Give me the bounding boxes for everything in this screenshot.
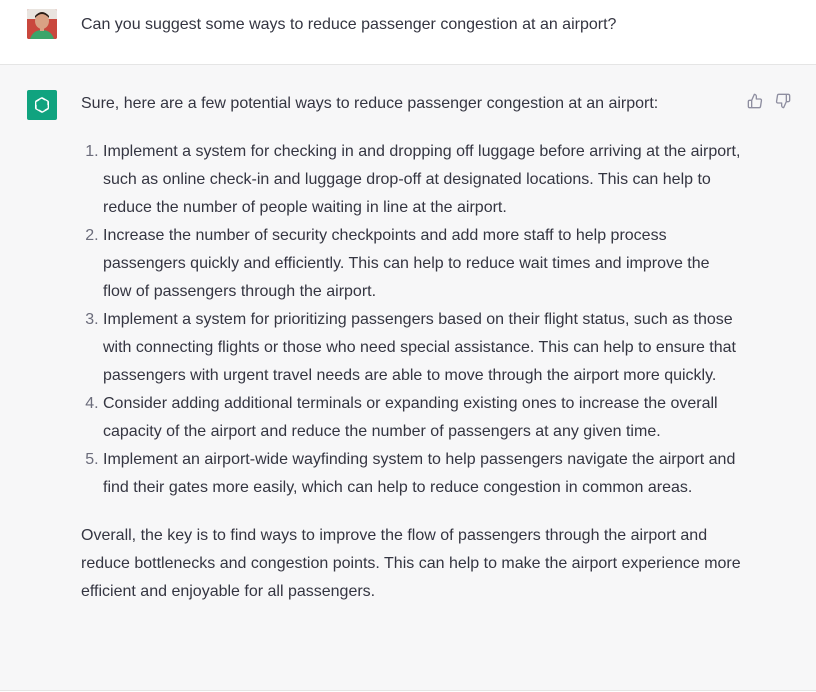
- assistant-conclusion: Overall, the key is to find ways to improve the flow of passengers through the airport and reduce bottlenecks and congestion points. This can help to make the airport experience more efficient and enjoyable for all passengers.: [81, 527, 741, 600]
- list-item: 3. Implement a system for prioritizing passengers based on their flight status, such as those with connecting flights or those who need special assistance. This can help to ensure that passengers with urgent travel needs are able to move through the airport more quickly.: [103, 306, 741, 390]
- assistant-message-row: [0, 65, 816, 691]
- list-item: 2. Increase the number of security checkpoints and add more staff to help process passengers quickly and efficiently. This can help to reduce wait times and improve the flow of passengers through the airport.: [103, 222, 741, 306]
- openai-logo-icon: [27, 90, 57, 120]
- thumbs-up-icon: [747, 93, 763, 109]
- thumbs-down-button[interactable]: [774, 92, 792, 110]
- feedback-buttons: [746, 92, 792, 110]
- user-avatar: [27, 9, 57, 39]
- list-item: 1. Implement a system for checking in and dropping off luggage before arriving at the airport, such as online check-in and luggage drop-off at designated locations. This can help to reduce the number of people waiting in line at the airport.: [103, 138, 741, 222]
- assistant-intro: Sure, here are a few potential ways to reduce passenger congestion at an airport:: [81, 95, 659, 112]
- assistant-message-content: [81, 90, 741, 606]
- user-message-text: Can you suggest some ways to reduce passenger congestion at an airport?: [81, 16, 617, 33]
- list-item: 4. Consider adding additional terminals or expanding existing ones to increase the overall capacity of the airport and reduce the number of passengers at any given time.: [103, 390, 741, 446]
- thumbs-down-icon: [775, 93, 791, 109]
- user-message-row: [0, 0, 816, 65]
- suggestion-list: [81, 138, 741, 502]
- thumbs-up-button[interactable]: [746, 92, 764, 110]
- list-item: 5. Implement an airport-wide wayfinding system to help passengers navigate the airport and find their gates more easily, which can help to reduce congestion in common areas.: [103, 446, 741, 502]
